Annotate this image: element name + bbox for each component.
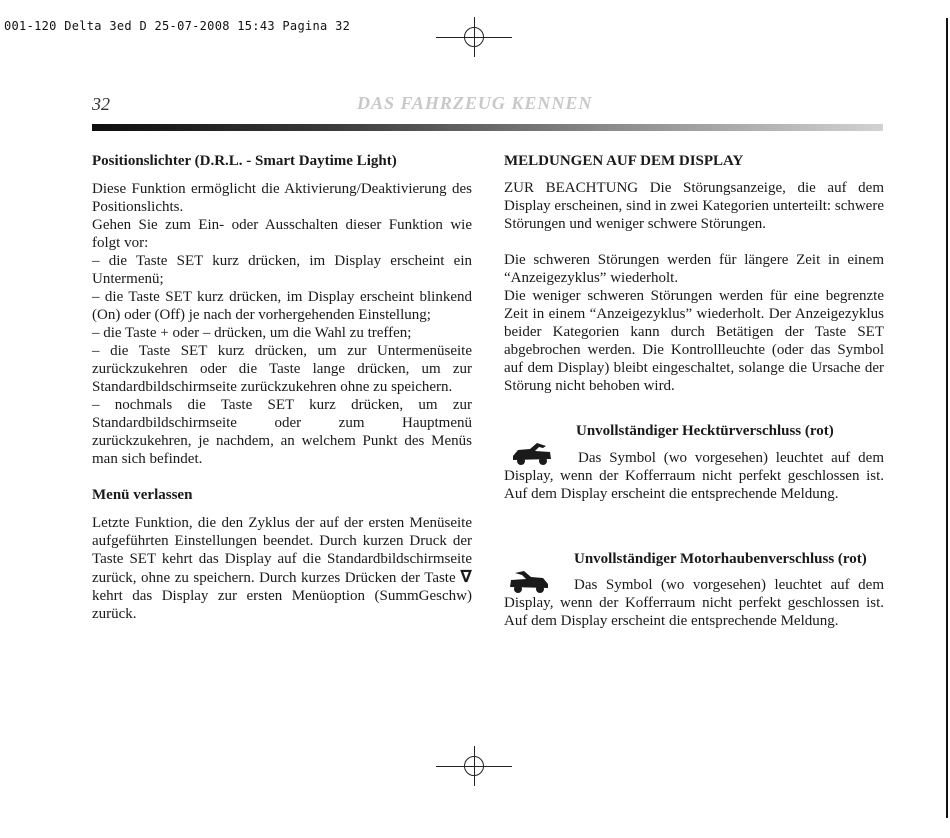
page-edge-rule — [946, 18, 948, 818]
header-gradient-bar — [92, 124, 883, 131]
section-heading-meldungen: MELDUNGEN AUF DEM DISPLAY — [504, 153, 744, 169]
warning-hecktuer — [504, 422, 884, 503]
print-slug: 001-120 Delta 3ed D 25-07-2008 15:43 Pagina 32 — [4, 19, 351, 33]
left-column — [92, 152, 472, 623]
paragraph: Das Symbol (wo vorgesehen) leuchtet auf dem Display, wenn der Kofferraum nicht perfekt geschlossen ist. Auf dem Display erscheint die entsprechende Meldung. — [504, 577, 884, 629]
list-item: – die Taste SET kurz drücken, im Display erscheint blinkend (On) oder (Off) je nach der vorhergehenden Einstellung; — [92, 289, 472, 323]
paragraph: Letzte Funktion, die den Zyklus der auf der ersten Menüseite aufgeführten Einstellungen beendet. Durch kurzen Druck der Taste SET kehrt das Display auf die Standardbildschirmseite zurück, ohne zu speichern. Durch kurzes Drücken der Taste ∇ kehrt das Display zur ersten Menüoption (SummGeschw) zurück. — [92, 515, 472, 622]
right-column — [504, 152, 884, 395]
paragraph: Das Symbol (wo vorgesehen) leuchtet auf dem Display, wenn der Kofferraum nicht perfekt geschlossen ist. Auf dem Display erscheint die entsprechende Meldung. — [504, 450, 884, 502]
warning-motorhaube — [504, 550, 884, 630]
paragraph: Gehen Sie zum Ein- oder Ausschalten dieser Funktion wie folgt vor: — [92, 217, 472, 251]
paragraph: Diese Funktion ermöglicht die Aktivierung/Deaktivierung des Positionslichts. — [92, 181, 472, 215]
crop-mark-top — [436, 17, 512, 57]
open-hood-icon — [507, 568, 551, 596]
list-item: – die Taste SET kurz drücken, im Display erscheint ein Untermenü; — [92, 253, 472, 287]
open-trunk-icon — [510, 440, 554, 468]
list-item: – nochmals die Taste SET kurz drücken, um zur Standardbildschirmseite oder zum Hauptmenü zurückzukehren, je nachdem, an welchem Punkt des Menüs man sich befindet. — [92, 397, 472, 467]
running-title: DAS FAHRZEUG KENNEN — [357, 93, 593, 113]
paragraph: Die schweren Störungen werden für längere Zeit in einem “Anzeigezyklus” wiederholt. — [504, 252, 884, 286]
list-item: – die Taste + oder – drücken, um die Wahl zu treffen; — [92, 325, 412, 341]
down-triangle-icon: ∇ — [460, 567, 472, 587]
section-heading-positionslichter: Positionslichter (D.R.L. - Smart Daytime Light) — [92, 153, 397, 169]
section-heading-menu-verlassen: Menü verlassen — [92, 487, 193, 503]
paragraph: ZUR BEACHTUNG Die Störungsanzeige, die auf dem Display erscheinen, sind in zwei Kategorien unterteilt: schwere Störungen und weniger schwere Störungen. — [504, 180, 884, 232]
page-number: 32 — [92, 94, 110, 114]
subheading-hecktuer: Unvollständiger Hecktürverschluss (rot) — [576, 423, 834, 439]
list-item: – die Taste SET kurz drücken, um zur Untermenüseite zurückzukehren oder die Taste lange drücken, um zur Standardbildschirmseite zurückzukehren ohne zu speichern. — [92, 343, 472, 395]
crop-mark-bottom — [436, 746, 512, 786]
subheading-motorhaube: Unvollständiger Motorhaubenverschluss (rot) — [574, 551, 867, 567]
paragraph: Die weniger schweren Störungen werden für eine begrenzte Zeit in einem “Anzeigezyklus” wiederholt. Der Anzeigezyklus beider Kategorien kann durch Betätigen der Taste SET abgebrochen werden. Die Kontrollleuchte (oder das Symbol auf dem Display) bleibt eingeschaltet, solange die Ursache der Störung nicht behoben wird. — [504, 288, 884, 394]
